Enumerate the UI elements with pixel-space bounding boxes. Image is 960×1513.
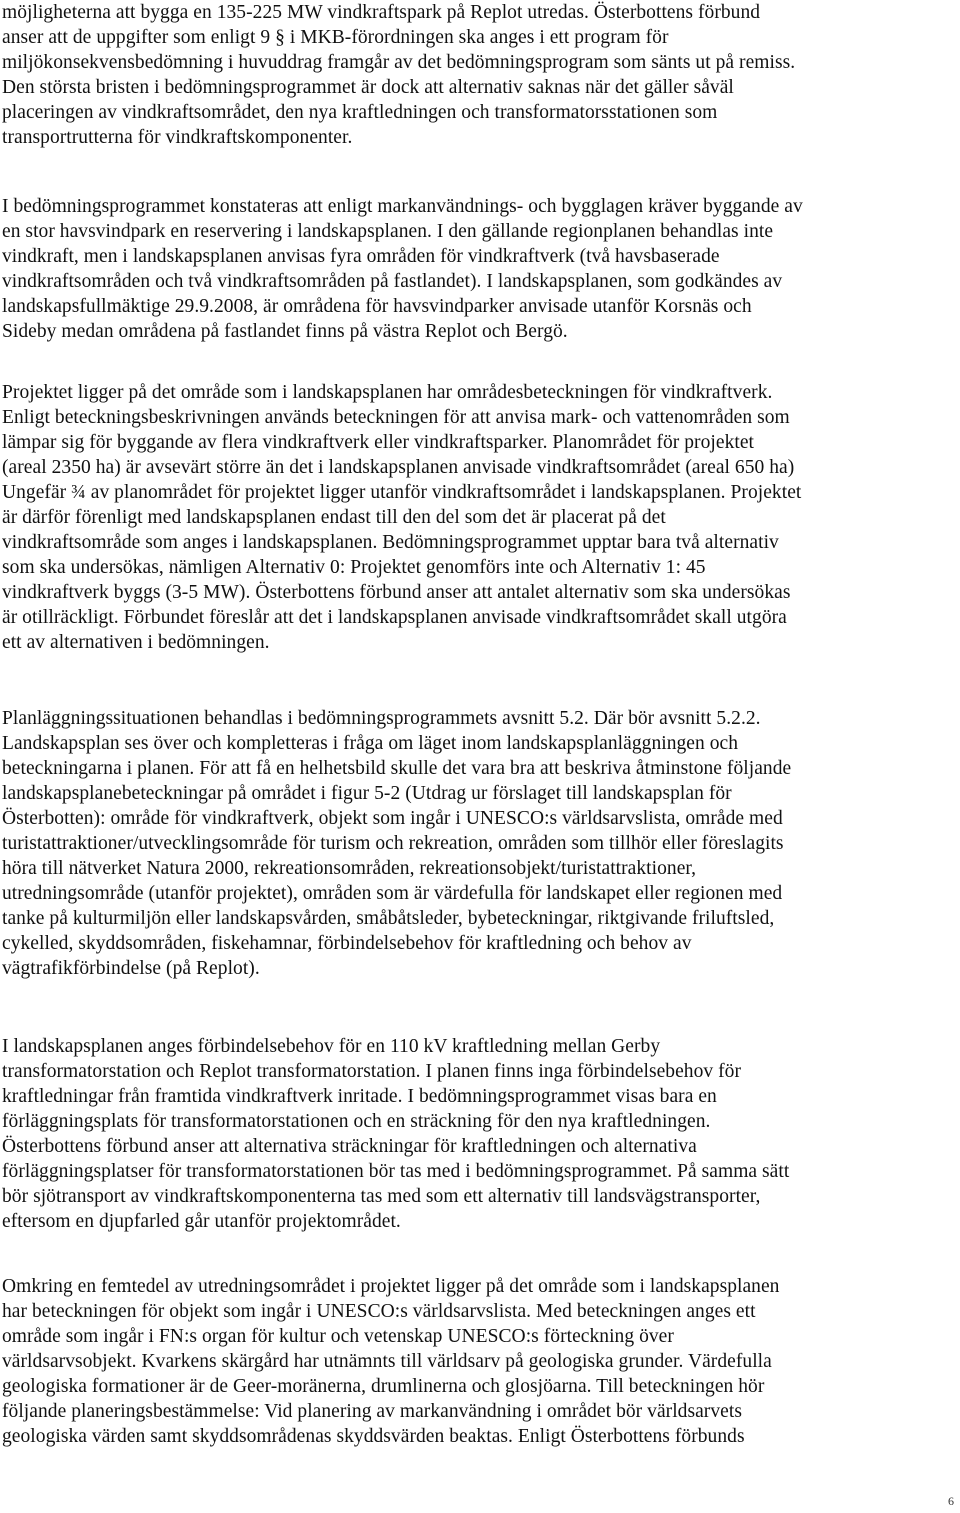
text-line: landskapsplanebeteckningar på området i figur 5-2 (Utdrag ur förslaget till landskapsplan för [2, 783, 732, 804]
text-line: eftersom en djupfarled går utanför projektområdet. [2, 1211, 401, 1232]
text-line: anser att de uppgifter som enligt 9 § i MKB-förordningen ska anges i ett program för [2, 27, 669, 48]
paragraph-power-line [2, 1034, 952, 1234]
text-line: geologiska värden samt skyddsområdenas skyddsvärden beaktas. Enligt Österbottens förbunds [2, 1426, 745, 1447]
paragraph-planning-situation [2, 706, 952, 981]
text-line: vindkraftsområde som anges i landskapsplanen. Bedömningsprogrammet upptar bara två alternativ [2, 532, 779, 553]
text-line: I bedömningsprogrammet konstateras att enligt markanvändnings- och bygglagen kräver byggande av [2, 196, 803, 217]
text-line: lämpar sig för byggande av flera vindkraftverk eller vindkraftsparker. Planområdet för projektet [2, 432, 755, 453]
text-line: område som ingår i FN:s organ för kultur och vetenskap UNESCO:s förteckning över [2, 1326, 674, 1347]
text-line: höra till nätverket Natura 2000, rekreationsområden, rekreationsobjekt/turistattraktioner, [2, 858, 697, 879]
text-line: vindkraft, men i landskapsplanen anvisas fyra områden för vindkraftverk (två havsbaserade [2, 246, 720, 267]
text-line: transportrutterna för vindkraftskomponenter. [2, 127, 353, 148]
text-line: förläggningsplats för transformatorstationen och en sträckning för den nya kraftledningen. [2, 1111, 711, 1132]
text-line: som ska undersökas, nämligen Alternativ 0: Projektet genomförs inte och Alternativ 1: 45 [2, 557, 706, 578]
text-line: är otillräckligt. Förbundet föreslår att det i landskapsplanen anvisade vindkraftsområdet skall utgöra [2, 607, 787, 628]
text-line: miljökonsekvensbedömning i huvuddrag framgår av det bedömningsprogram som sänts ut på remiss. [2, 52, 796, 73]
text-line: Omkring en femtedel av utredningsområdet i projektet ligger på det område som i landskapsplanen [2, 1276, 780, 1297]
paragraph-project-area [2, 380, 952, 655]
text-line: är därför förenligt med landskapsplanen endast till den del som det är placerat på det [2, 507, 666, 528]
text-line: tanke på kulturmiljön eller landskapsvården, småbåtsleder, bybeteckningar, riktgivande friluftsled, [2, 908, 775, 929]
text-line: en stor havsvindpark en reservering i landskapsplanen. I den gällande regionplanen behandlas inte [2, 221, 774, 242]
text-line: Ungefär ¾ av planområdet för projektet ligger utanför vindkraftsområdet i landskapsplanen. Projektet [2, 482, 802, 503]
text-line: geologiska formationer är de Geer-moränerna, drumlinerna och glosjöarna. Till beteckningen hör [2, 1376, 765, 1397]
text-line: placeringen av vindkraftsområdet, den nya kraftledningen och transformatorsstationen som [2, 102, 718, 123]
page-number: 6 [948, 1494, 954, 1508]
text-line: förläggningsplatser för transformatorstationen bör tas med i bedömningsprogrammet. På samma sätt [2, 1161, 790, 1182]
paragraph-landscape-plan [2, 194, 952, 344]
paragraph-unesco [2, 1274, 952, 1449]
text-line: I landskapsplanen anges förbindelsebehov för en 110 kV kraftledning mellan Gerby [2, 1036, 661, 1057]
text-line: ett av alternativen i bedömningen. [2, 632, 270, 653]
text-line: har beteckningen för objekt som ingår i UNESCO:s världsarvslista. Med beteckningen anges ett [2, 1301, 756, 1322]
text-line: transformatorstation och Replot transformatorstation. I planen finns inga förbindelsebehov för [2, 1061, 742, 1082]
text-line: cykelled, skyddsområden, fiskehamnar, förbindelsebehov för kraftledning och behov av [2, 933, 692, 954]
text-line: vindkraftsområden och två vindkraftsområden på fastlandet). I landskapsplanen, som godkändes av [2, 271, 783, 292]
text-line: vindkraftverk byggs (3-5 MW). Österbottens förbund anser att antalet alternativ som ska undersökas [2, 582, 791, 603]
text-line: Projektet ligger på det område som i landskapsplanen har områdesbeteckningen för vindkraftverk. [2, 382, 773, 403]
text-line: kraftledningar från framtida vindkraftverk inritade. I bedömningsprogrammet visas bara en [2, 1086, 717, 1107]
text-line: bör sjötransport av vindkraftskomponenterna tas med som ett alternativ till landsvägstransporter, [2, 1186, 761, 1207]
text-line: följande planeringsbestämmelse: Vid planering av markanvändning i området bör världsarvets [2, 1401, 742, 1422]
text-line: landskapsfullmäktige 29.9.2008, är områdena för havsvindparker anvisade utanför Korsnäs och [2, 296, 752, 317]
text-line: Landskapsplan ses över och kompletteras i fråga om läget inom landskapsplanläggningen och [2, 733, 739, 754]
text-line: vägtrafikförbindelse (på Replot). [2, 958, 260, 979]
text-line: möjligheterna att bygga en 135-225 MW vindkraftspark på Replot utredas. Österbottens förbund [2, 2, 761, 23]
text-line: turistattraktioner/utvecklingsområde för turism och rekreation, områden som tillhör eller föreslagits [2, 833, 784, 854]
text-line: Österbotten): område för vindkraftverk, objekt som ingår i UNESCO:s världsarvslista, område med [2, 808, 783, 829]
text-line: utredningsområde (utanför projektet), områden som är värdefulla för landskapet eller regionen med [2, 883, 783, 904]
text-line: Sideby medan områdena på fastlandet finns på västra Replot och Bergö. [2, 321, 568, 342]
text-line: Österbottens förbund anser att alternativa sträckningar för kraftledningen och alternativa [2, 1136, 697, 1157]
text-line: Enligt beteckningsbeskrivningen används beteckningen för att anvisa mark- och vattenområden som [2, 407, 790, 428]
text-line: Planläggningssituationen behandlas i bedömningsprogrammets avsnitt 5.2. Där bör avsnitt 5.2.2. [2, 708, 761, 729]
text-line: världsarvsobjekt. Kvarkens skärgård har utnämnts till världsarv på geologiska grunder. Värdefulla [2, 1351, 772, 1372]
text-line: beteckningarna i planen. För att få en helhetsbild skulle det vara bra att beskriva åtminstone följande [2, 758, 792, 779]
paragraph-alternatives [2, 0, 952, 150]
text-line: Den största bristen i bedömningsprogrammet är dock att alternativ saknas när det gäller såväl [2, 77, 734, 98]
text-line: (areal 2350 ha) är avsevärt större än det i landskapsplanen anvisade vindkraftsområdet (areal 650 ha) [2, 457, 795, 478]
